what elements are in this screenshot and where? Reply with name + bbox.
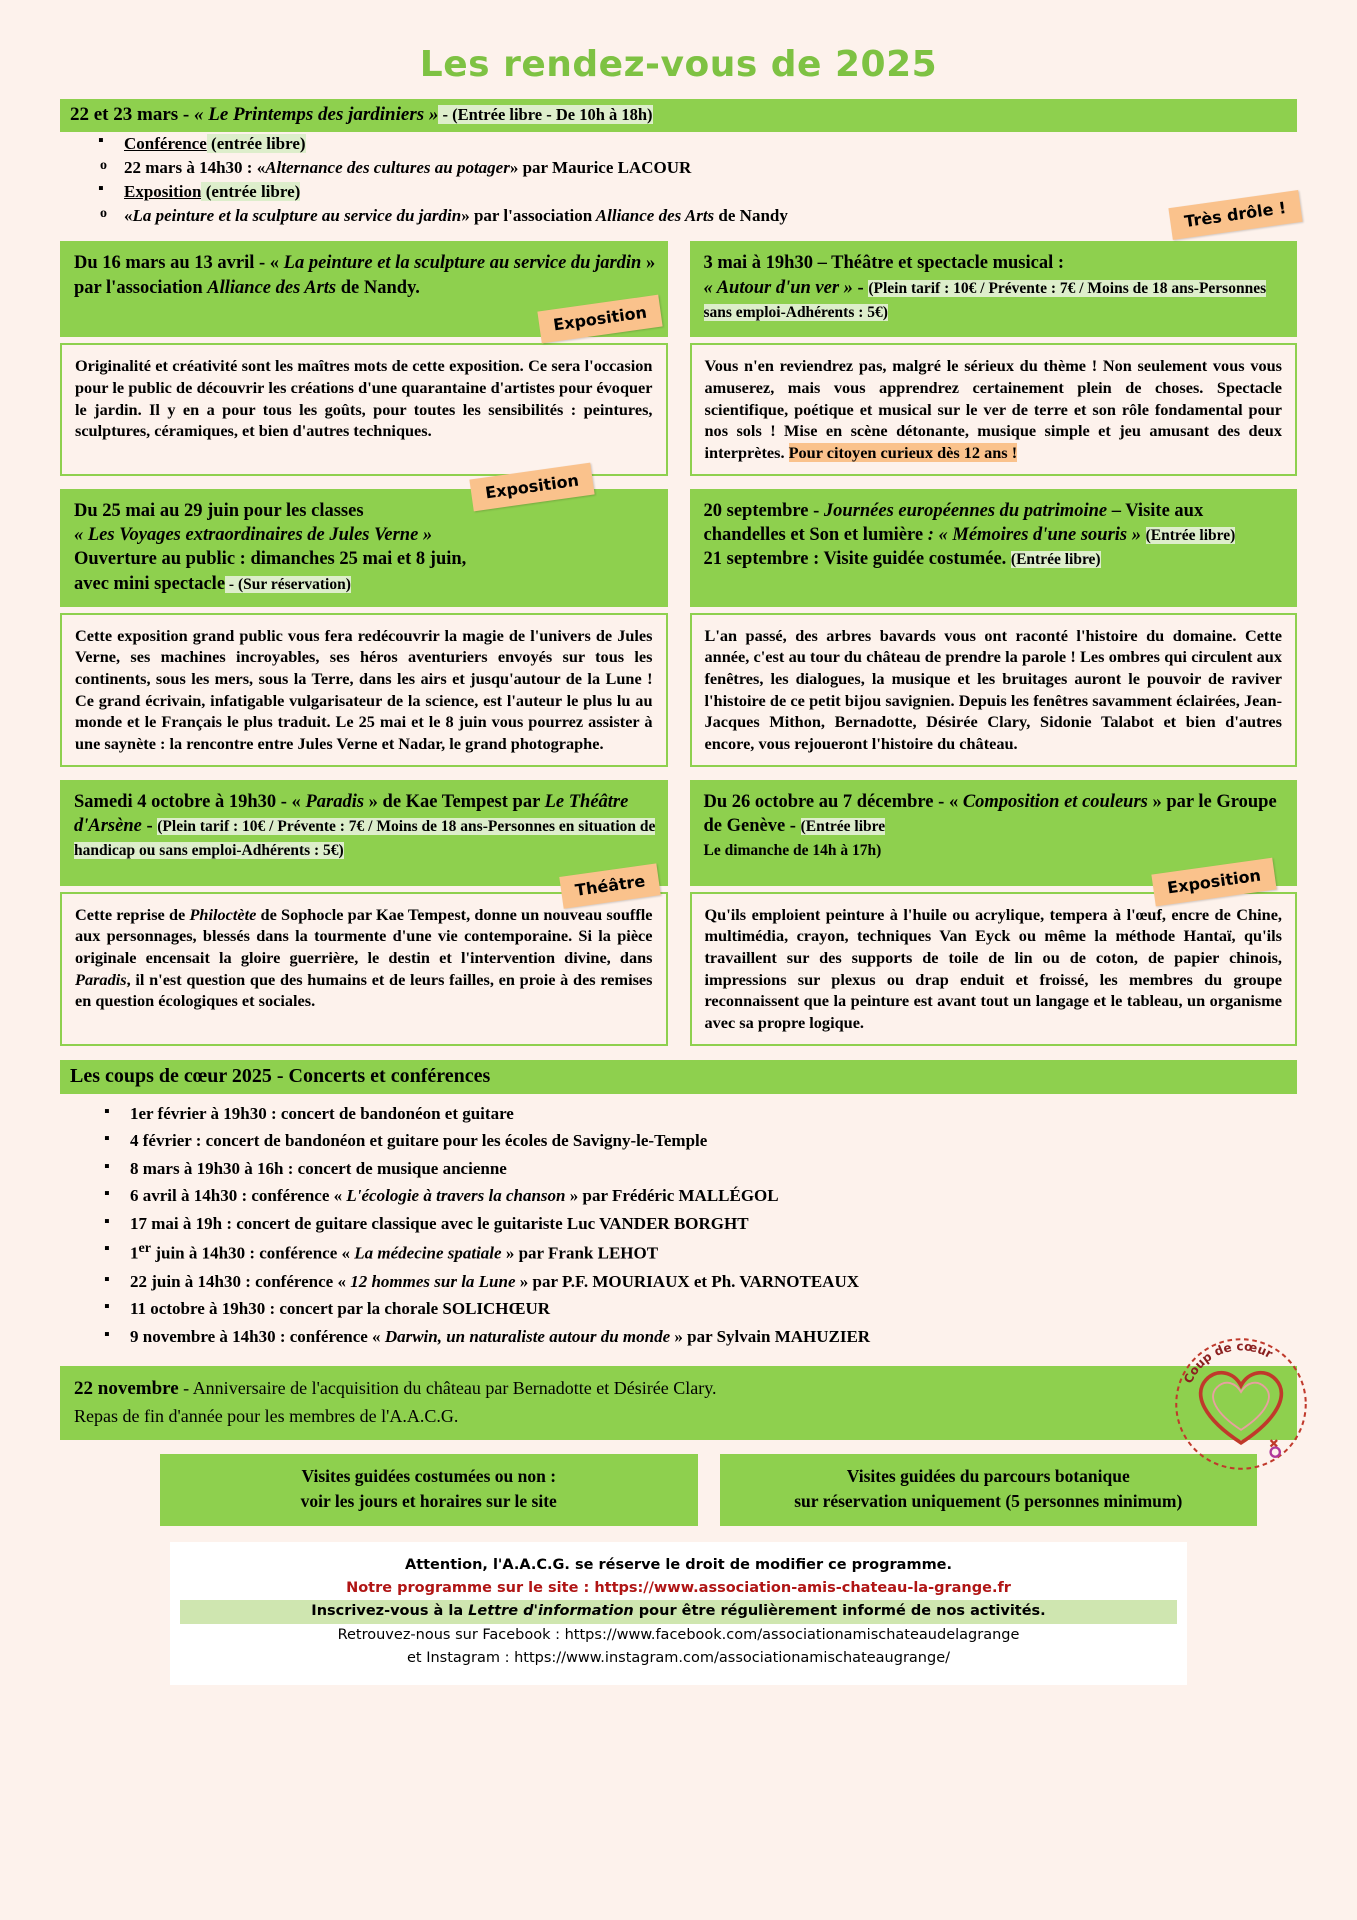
card-date: 20 septembre: [703, 500, 809, 521]
footer-website-prefix: Notre programme sur le site :: [346, 1579, 595, 1596]
list-item: [90, 204, 1297, 228]
footer-website-url[interactable]: https://www.association-amis-chateau-la-grange.fr: [594, 1579, 1011, 1596]
item-text: 17 mai à 19h : concert de guitare classique avec le guitariste Luc VANDER BORGHT: [130, 1213, 749, 1233]
card-sep: – Théâtre et spectacle musical :: [812, 253, 1065, 274]
card-header: [690, 241, 1298, 337]
card-body: [690, 343, 1298, 475]
card-header: [690, 489, 1298, 607]
card-date: 3 mai à 19h30: [703, 253, 813, 274]
list-item: [96, 1155, 1297, 1183]
card-entry-free: (Entrée libre: [800, 818, 886, 836]
list-item: [96, 1237, 1297, 1267]
card-sep: - «: [254, 253, 284, 274]
card-line2: Le dimanche de 14h à 17h): [703, 842, 882, 860]
item-superscript: er: [138, 1240, 152, 1257]
bullet-text-italic: La peinture et la sculpture au service du jardin: [132, 206, 462, 226]
bullet-text: 22 mars à 14h30 : «: [124, 157, 266, 177]
bullet-text-italic: Alternance des cultures au potager: [265, 157, 510, 177]
item-text: 22 juin à 14h30 : conférence «: [130, 1271, 351, 1291]
card-expo-peinture-sculpture: [60, 241, 668, 475]
item-text: 9 novembre à 14h30 : conférence «: [130, 1326, 385, 1346]
bullet-text-italic2: Alliance des Arts: [592, 206, 715, 226]
item-text-end: » par Frank LEHOT: [501, 1243, 659, 1263]
card-header: [60, 780, 668, 886]
visit-line2: voir les jours et horaires sur le site: [300, 1491, 557, 1512]
list-item: [90, 132, 1297, 156]
visit-line1: Visites guidées costumées ou non :: [301, 1465, 557, 1486]
card-body-highlight: Pour citoyen curieux dès 12 ans !: [788, 442, 1018, 462]
card-body-b: de Sophocle par Kae Tempest, donne un nouveau souffle aux personnages, blessés dans la tourmente d'une vie contemporaine. Si la pièce originale encensait la gloire guerrière, le destin et l'intervention divine, dans: [75, 904, 653, 967]
cards-row-2: [60, 470, 1297, 767]
footer-facebook-line[interactable]: Retrouvez-nous sur Facebook : https://www.facebook.com/associationamischateaudelagrange: [337, 1626, 1020, 1643]
cards-row-3: [60, 780, 1297, 1046]
card-body: L'an passé, des arbres bavards vous ont raconté l'histoire du domaine. Cette année, c'est au tour du château de prendre la parole ! Les ombres qui circulent aux fenêtres, les dialogues, la musique et les bruitages auront le pouvoir de raviver l'histoire de ce petit bijou savignien. Depuis les fenêtres savamment éclairées, Jean-Jacques Mithon, Bernadotte, Désirée Clary, Sidonie Talabot et bien d'autres encore, vous rejoueront l'histoire du château.: [690, 613, 1298, 767]
card-header: [60, 489, 668, 607]
bullet-suffix: (entrée libre): [201, 182, 301, 201]
card-journees-patrimoine: [690, 489, 1298, 767]
footer-newsletter-c: pour être régulièrement informé de nos activités.: [633, 1603, 1046, 1620]
item-text: 4 février : concert de bandonéon et guitare pour les écoles de Savigny-le-Temple: [130, 1131, 708, 1151]
november-date: 22 novembre: [74, 1378, 179, 1400]
card-date: Du 16 mars au 13 avril: [74, 253, 255, 274]
footer-disclaimer: Attention, l'A.A.C.G. se réserve le droit de modifier ce programme.: [404, 1556, 953, 1573]
page-title: Les rendez-vous de 2025: [419, 44, 938, 85]
banner-detail: - (Entrée libre - De 10h à 18h): [438, 105, 653, 124]
visit-box-guided-costume: [160, 1454, 698, 1526]
card-date: Samedi 4 octobre à 19h30: [74, 791, 277, 812]
list-item: [96, 1295, 1297, 1323]
card-body-c: , il n'est question que des humains et de leurs failles, en proie à des remises en question écologiques et sociales.: [75, 969, 653, 1011]
tag-theatre: Théâtre: [559, 863, 661, 908]
card-rest: pour les classes: [239, 500, 364, 521]
bullet-text-mid: » par l'association: [461, 206, 593, 226]
footer-website-line: [180, 1577, 1177, 1600]
card-title-italic: Journées européennes du patrimoine: [823, 500, 1108, 521]
card-sep: -: [808, 500, 824, 521]
banner-event: « Le Printemps des jardiniers »: [194, 104, 439, 125]
bullet-label-exposition: Exposition: [124, 182, 202, 201]
card-entry-free-2: (Entrée libre): [1010, 551, 1101, 569]
card-title-italic: La peinture et la sculpture au service du jardin: [283, 253, 642, 274]
spring-bullet-list: [60, 132, 1297, 229]
item-text-end: » par Sylvain MAHUZIER: [670, 1326, 871, 1346]
card-line4: avec mini spectacle: [74, 573, 226, 594]
card-sep: - «: [276, 791, 306, 812]
tag-exposition: Exposition: [470, 462, 595, 511]
card-assoc: Alliance des Arts: [207, 277, 337, 298]
list-item: [90, 156, 1297, 180]
card-theatre-paradis: [60, 780, 668, 1046]
spring-banner: [60, 99, 1297, 132]
item-text-end: » par Frédéric MALLÉGOL: [565, 1186, 779, 1206]
item-text: 11 octobre à 19h30 : concert par la chorale SOLICHŒUR: [130, 1299, 551, 1319]
svg-text:Coup de cœur: [1181, 1339, 1275, 1385]
footer: [170, 1542, 1187, 1685]
card-expo-composition-couleurs: [690, 780, 1298, 1046]
banner-dash: -: [178, 104, 194, 125]
visit-line1: Visites guidées du parcours botanique: [846, 1465, 1130, 1486]
bullet-text: «: [124, 206, 133, 226]
list-item: [96, 1100, 1297, 1128]
coups-de-coeur-heading: Les coups de cœur 2025 - Concerts et conférences: [60, 1060, 1297, 1094]
card-line2: 21 septembre : Visite guidée costumée.: [703, 549, 1007, 570]
item-text-end: » par P.F. MOURIAUX et Ph. VARNOTEAUX: [515, 1271, 860, 1291]
list-item: [96, 1323, 1297, 1351]
november-line1: Anniversaire de l'acquisition du château par Bernadotte et Désirée Clary.: [192, 1378, 717, 1399]
card-company: Le Théâtre d'Arsène: [74, 791, 629, 837]
list-item: [90, 180, 1297, 204]
item-text-italic: L'écologie à travers la chanson: [346, 1186, 566, 1206]
november-banner: [60, 1366, 1297, 1440]
footer-newsletter-label: Lettre d'information: [468, 1603, 634, 1620]
item-text-italic: La médecine spatiale: [354, 1243, 502, 1263]
card-body-italic-a: Philoctète: [189, 904, 257, 924]
card-subtitle-italic: : « Mémoires d'une souris »: [927, 525, 1142, 546]
bullet-text-end: de Nandy: [714, 206, 788, 226]
bullet-label-conference: Conférence: [124, 133, 207, 153]
card-reservation: - (Sur réservation): [225, 575, 351, 593]
card-entry-free-1: (Entrée libre): [1145, 527, 1236, 545]
footer-instagram-line[interactable]: et Instagram : https://www.instagram.com/associationamischateaugrange/: [407, 1650, 950, 1667]
list-item: [96, 1268, 1297, 1296]
card-title-italic: « Les Voyages extraordinaires de Jules Verne »: [74, 525, 433, 546]
item-text: 1er février à 19h30 : concert de bandonéon et guitare: [130, 1103, 514, 1123]
card-price: (Plein tarif : 10€ / Prévente : 7€ / Moins de 18 ans-Personnes sans emploi-Adhérents : 5€): [703, 279, 1267, 322]
card-body-text: Vous n'en reviendrez pas, malgré le sérieux du thème ! Non seulement vous vous amuserez, mais vous apprendrez certainement plein de choses. Spectacle scientifique, poétique et musical sur le ver de terre et son rôle fondamental pour nos sols ! Mise en scène détonante, musique simple et jeu amusant des deux interprètes.: [704, 356, 1282, 462]
card-date: Du 25 mai au 29 juin: [74, 500, 239, 521]
card-after: » de Kae Tempest par: [364, 791, 545, 812]
card-title-italic: Paradis: [305, 791, 365, 812]
card-dash: -: [852, 277, 869, 298]
item-text: juin à 14h30 : conférence «: [151, 1243, 355, 1263]
card-title-italic: « Autour d'un ver »: [703, 277, 853, 298]
november-line2: Repas de fin d'année pour les membres de l'A.A.C.G.: [74, 1405, 459, 1426]
list-item: [96, 1182, 1297, 1210]
tag-exposition: Exposition: [538, 295, 663, 344]
card-after: » par l'association: [74, 253, 656, 298]
cards-row-1: [60, 198, 1297, 475]
card-price: (Plein tarif : 10€ / Prévente : 7€ / Moins de 18 ans-Personnes en situation de handicap ou sans emploi-Adhérents : 5€): [74, 818, 656, 860]
stamp-text: Coup de cœur: [1181, 1339, 1276, 1386]
card-expo-jules-verne: [60, 470, 668, 767]
coups-de-coeur-list: [60, 1100, 1297, 1350]
card-tail: de Nandy.: [336, 277, 420, 298]
card-body-italic-b: Paradis: [75, 969, 127, 989]
banner-date: 22 et 23 mars: [70, 104, 179, 125]
card-line3: Ouverture au public : dimanches 25 mai et 8 juin,: [74, 549, 467, 570]
item-text: 8 mars à 19h30 à 16h : concert de musique ancienne: [130, 1158, 507, 1178]
footer-newsletter-a: Inscrivez-vous à la: [311, 1603, 469, 1620]
card-body: Qu'ils emploient peinture à l'huile ou acrylique, tempera à l'œuf, encre de Chine, multimédia, crayon, techniques Van Eyck ou même la méthode Hantaï, qu'ils travaillent sur des supports de toile de lin ou de coton, de papier chinois, impressions sur plexus ou drap enduit et froissé, les membres du groupe reconnaissent que la peinture est avant tout un langage et le tableau, un organisme avec sa propre logique.: [690, 892, 1298, 1046]
bullet-suffix: (entrée libre): [206, 133, 306, 153]
card-title-italic: Composition et couleurs: [962, 791, 1148, 812]
card-body: [60, 892, 668, 1046]
visit-boxes: [60, 1454, 1297, 1526]
item-text-num: 1: [130, 1243, 139, 1263]
bullet-text-end: » par Maurice LACOUR: [509, 157, 692, 177]
card-body: Originalité et créativité sont les maîtres mots de cette exposition. Ce sera l'occasion pour le public de découvrir les créations d'une quarantaine d'artistes pour évoquer le jardin. Il y en a pour tous les goûts, pour toutes les sensibilités : peintures, sculptures, céramiques, et bien d'autres techniques.: [60, 343, 668, 475]
card-dash: -: [141, 816, 158, 837]
item-text-italic: 12 hommes sur la Lune: [350, 1271, 516, 1291]
card-body: Cette exposition grand public vous fera redécouvrir la magie de l'univers de Jules Verne, ses machines incroyables, ses héros aventuriers envoyés sur tous les continents, sous les mers, sous la Terre, dans les airs et jusqu'autour de la Lune ! Ce grand écrivain, infatigable vulgarisateur de la science, est l'auteur le plus lu au monde et le Français le plus traduit. Le 25 mai et le 8 juin vous pourrez assister à une saynète : la rencontre entre Jules Verne et Nadar, le grand photographe.: [60, 613, 668, 767]
list-item: [96, 1210, 1297, 1238]
card-after: » par le Groupe de Genève -: [703, 791, 1277, 837]
list-item: [96, 1127, 1297, 1155]
item-text-italic: Darwin, un naturaliste autour du monde: [384, 1326, 671, 1346]
november-sep: -: [178, 1378, 193, 1399]
card-sep: - «: [933, 791, 963, 812]
visit-line2: sur réservation uniquement (5 personnes minimum): [794, 1491, 1183, 1512]
tag-tres-drole: Très drôle !: [1169, 190, 1303, 240]
tag-exposition: Exposition: [1151, 857, 1276, 906]
card-date: Du 26 octobre au 7 décembre: [703, 791, 934, 812]
item-text: 6 avril à 14h30 : conférence «: [130, 1186, 347, 1206]
card-mid: – Visite aux chandelles et Son et lumière: [703, 500, 1204, 546]
title-container: [60, 0, 1297, 99]
card-body-a: Cette reprise de: [75, 904, 190, 924]
coup-de-coeur-stamp-icon: [1167, 1330, 1315, 1478]
footer-newsletter-line: [180, 1600, 1177, 1623]
